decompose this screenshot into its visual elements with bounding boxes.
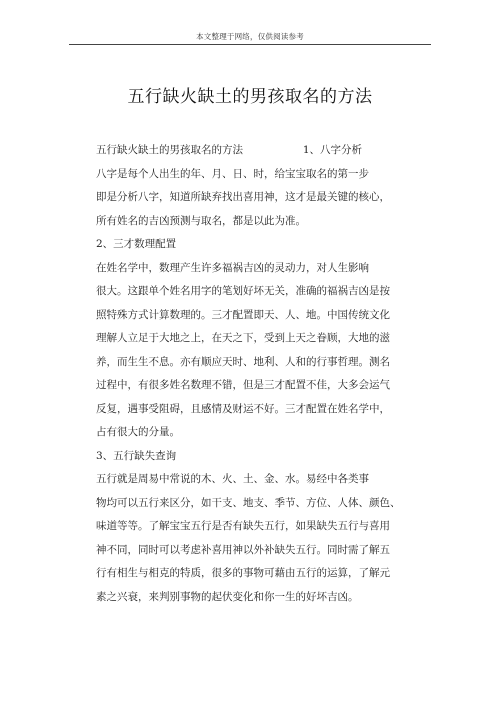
section3-paragraph [96,468,401,609]
paragraph-line: 味道等等。了解宝宝五行是否有缺失五行，如果缺失五行与喜用 [96,520,390,532]
paragraph-line: 照特殊方式计算数理的。三才配置即天、人、地。中国传统文化 [96,308,390,321]
paragraph-line: 行有相生与相克的特质，很多的事物可藉由五行的运算，了解元 [96,567,390,579]
paragraph-line: 反复，遇事受阻碍，且感情及财运不好。三才配置在姓名学中， [96,402,390,415]
paragraph-line: 很大。这跟单个姓名用字的笔划好坏无关，准确的福祸吉凶是按 [96,285,390,297]
paragraph-line: 八字是每个人出生的年、月、日、时，给宝宝取名的第一步 [96,167,369,180]
paragraph-line: 即是分析八字，知道所缺弃找出喜用神，这才是最关键的核心， [96,191,390,203]
section1-heading: 1、八字分析 [302,144,362,156]
paragraph-line: 所有姓名的吉凶预测与取名，都是以此为准。 [96,214,306,227]
document-body [96,139,401,609]
paragraph-line: 养，而生生不息。亦有顺应天时、地利、人和的行事哲理。测名 [96,355,390,368]
section2-heading: 2、三才数理配置 [96,238,177,250]
section1-paragraph [96,163,390,234]
intro-heading-row [96,139,362,163]
section3-heading: 3、五行缺失查询 [96,449,177,462]
paragraph-line: 五行就是周易中常说的木、火、土、金、水。易经中各类事 [96,473,369,485]
paragraph-line: 理解人立足于大地之上，在天之下，受到上天之眷顾，大地的滋 [96,332,390,344]
document-title: 五行缺火缺土的男孩取名的方法 [127,87,373,107]
paragraph-line: 素之兴衰，来判别事物的起伏变化和你一生的好坏吉凶。 [96,590,359,603]
intro-heading-title: 五行缺火缺土的男孩取名的方法 [96,144,243,156]
header-divider [69,44,431,45]
paragraph-line: 过程中，有很多姓名数理不错，但是三才配置不佳，大多会运气 [96,379,390,391]
paragraph-line: 物均可以五行来区分，如干支、地支、季节、方位、人体、颜色、 [96,496,401,509]
section2-paragraph [96,257,390,445]
paragraph-line: 神不同，同时可以考虑补喜用神以外补缺失五行。同时需了解五 [96,543,390,556]
header-note: 本文整理于网络，仅供阅读参考 [196,32,304,41]
paragraph-line: 在姓名学中，数理产生许多福祸吉凶的灵动力，对人生影响 [96,261,369,274]
paragraph-line: 占有很大的分量。 [96,426,180,438]
